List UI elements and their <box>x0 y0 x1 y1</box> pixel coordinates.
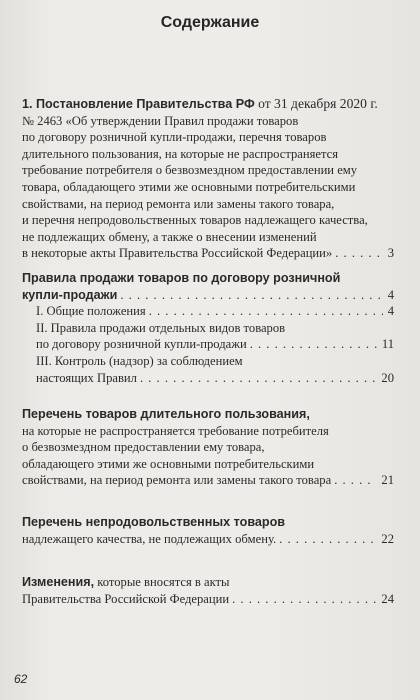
page-number: 3 <box>387 246 394 261</box>
entry-heading: Перечень товаров длительного пользования, <box>22 407 310 421</box>
page-number: 21 <box>381 473 394 488</box>
toc-subentry: III. Контроль (надзор) за соблюдением <box>36 353 243 368</box>
page-number: 24 <box>381 591 394 606</box>
page-number: 20 <box>381 370 394 385</box>
page-title: Содержание <box>160 14 260 31</box>
toc-entry-durable-goods: Перечень товаров длительного пользования, на которые не распространяется требование потребителя о безвозмездном предоставлении ему товара, обладающего этими же основными потребительскими свойствами, на период ремонта или замены такого товара . . . 21 <box>22 406 394 489</box>
toc-entry-decree: 1. Постановление Правительства РФ от 31 декабря 2020 г. № 2463 «Об утверждении Правил продажи товаров по договору розничной купли-продажи, перечня товаров длительного пользования, на которые не распространяется требование потребителя о безвозмездном предоставлении ему товара, обладающего этими же основными потребительскими свойствами, на период ремонта или замены такого товара, и перечня непродовольственных товаров надлежащего качества, не подлежащих обмену, а также о внесении изменений в некоторые акты Правительства Российской Федерации» . . . 3 <box>22 96 394 262</box>
leader-dots <box>335 245 382 262</box>
folio-page-number: 62 <box>14 672 28 686</box>
page-number: 11 <box>381 337 394 352</box>
page-number: 4 <box>387 287 394 302</box>
entry-heading: Перечень непродовольственных товаров <box>22 515 286 529</box>
entry-heading: Правила продажи товаров по договору розничной <box>22 271 341 285</box>
entry-heading: 1. Постановление Правительства РФ <box>22 97 255 111</box>
leader-dots <box>334 472 376 489</box>
toc-subentry: I. Общие положения . . . 4 <box>22 303 394 320</box>
leader-dots <box>120 287 382 304</box>
entry-heading: Изменения, <box>22 575 95 589</box>
toc-entry-nonfood: Перечень непродовольственных товаров надлежащего качества, не подлежащих обмену. . . . 22 <box>22 514 394 547</box>
page-number: 4 <box>387 304 394 319</box>
leader-dots <box>279 531 376 548</box>
toc-entry-rules: Правила продажи товаров по договору розничной купли-продажи . . . 4 I. Общие положения . . . 4 II. Правила продажи отдельных видов товаров по договору розничной купли-продажи . . . 11 III. Контроль (надзор) за соблюдением настоящих Правил . . . 20 <box>22 270 394 386</box>
leader-dots <box>232 591 376 608</box>
toc-subentry: II. Правила продажи отдельных видов товаров <box>36 320 286 335</box>
toc-entry-changes: Изменения, которые вносятся в акты Правительства Российской Федерации . . . 24 <box>22 574 394 607</box>
page-number: 22 <box>381 531 394 546</box>
